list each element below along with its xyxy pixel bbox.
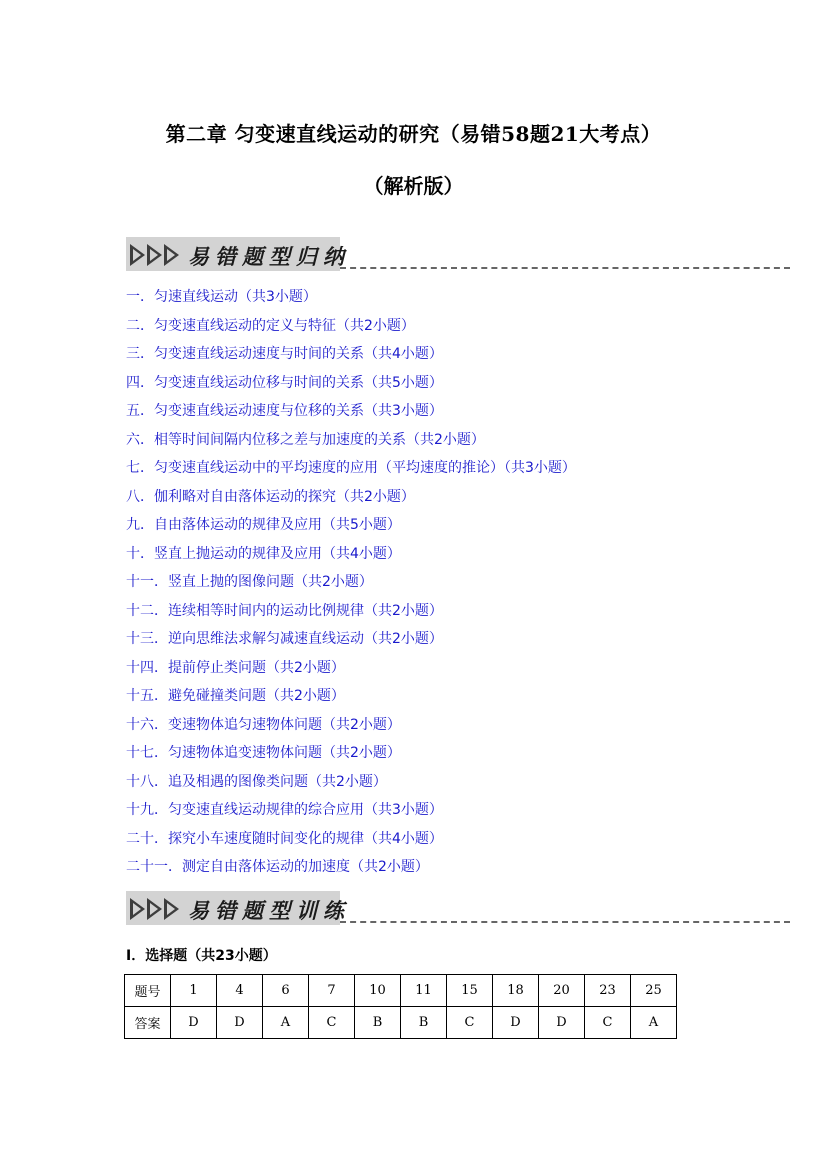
row-label-answer: 答案 [125, 1007, 171, 1039]
topic-link[interactable]: 十六．变速物体追匀速物体问题（共2小题） [126, 716, 401, 733]
answer-value: B [355, 1007, 401, 1039]
table-row-questions [125, 975, 677, 1007]
question-number: 1 [171, 975, 217, 1007]
answer-value: C [585, 1007, 631, 1039]
document-title: 第二章 匀变速直线运动的研究（易错58题21大考点） [165, 122, 662, 146]
question-number: 10 [355, 975, 401, 1007]
arrow-icon [147, 898, 162, 920]
answer-value: B [401, 1007, 447, 1039]
topic-link[interactable]: 五．匀变速直线运动速度与位移的关系（共3小题） [126, 403, 443, 419]
topic-link[interactable]: 十七．匀速物体追变速物体问题（共2小题） [126, 745, 401, 761]
topic-link[interactable]: 十九．匀变速直线运动规律的综合应用（共3小题） [126, 802, 443, 818]
answer-value: C [447, 1007, 493, 1039]
arrow-icon [130, 898, 145, 920]
arrow-icon [130, 244, 145, 266]
banner-summary-label: 易错题型归纳 [188, 245, 350, 269]
answer-value: D [217, 1007, 263, 1039]
question-number: 20 [539, 975, 585, 1007]
topic-link[interactable]: 九．自由落体运动的规律及应用（共5小题） [126, 517, 401, 533]
question-number: 23 [585, 975, 631, 1007]
banner-training [126, 891, 790, 927]
answer-value: D [539, 1007, 585, 1039]
question-number: 6 [263, 975, 309, 1007]
banner-summary [126, 237, 790, 273]
arrow-icon [164, 898, 179, 920]
answer-value: A [631, 1007, 677, 1039]
topic-link[interactable]: 七．匀变速直线运动中的平均速度的应用（平均速度的推论）（共3小题） [126, 460, 576, 476]
topic-link[interactable]: 二．匀变速直线运动的定义与特征（共2小题） [126, 317, 415, 334]
topic-link[interactable]: 十．竖直上抛运动的规律及应用（共4小题） [126, 545, 401, 562]
dashed-divider [340, 267, 790, 269]
document-subtitle: （解析版） [363, 174, 464, 198]
topic-link[interactable]: 二十．探究小车速度随时间变化的规律（共4小题） [126, 830, 443, 847]
topic-link[interactable]: 二十一．测定自由落体运动的加速度（共2小题） [126, 859, 429, 875]
answer-value: A [263, 1007, 309, 1039]
banner-training-label: 易错题型训练 [188, 899, 350, 923]
arrow-icon [147, 244, 162, 266]
topic-list [126, 283, 576, 882]
topic-link[interactable]: 一．匀速直线运动（共3小题） [126, 289, 317, 305]
question-number: 4 [217, 975, 263, 1007]
topic-link[interactable]: 十二．连续相等时间内的运动比例规律（共2小题） [126, 602, 443, 619]
answer-table [124, 974, 677, 1039]
dashed-divider [340, 921, 790, 923]
topic-link[interactable]: 十八．追及相遇的图像类问题（共2小题） [126, 773, 387, 790]
topic-link[interactable]: 六．相等时间间隔内位移之差与加速度的关系（共2小题） [126, 431, 485, 448]
table-row-answers [125, 1007, 677, 1039]
question-number: 15 [447, 975, 493, 1007]
topic-link[interactable]: 八．伽利略对自由落体运动的探究（共2小题） [126, 488, 415, 505]
answer-value: D [171, 1007, 217, 1039]
answer-value: C [309, 1007, 355, 1039]
topic-link[interactable]: 十五．避免碰撞类问题（共2小题） [126, 688, 345, 704]
question-number: 18 [493, 975, 539, 1007]
question-number: 7 [309, 975, 355, 1007]
row-label-question: 题号 [125, 975, 171, 1007]
topic-link[interactable]: 十一．竖直上抛的图像问题（共2小题） [126, 574, 373, 590]
section-heading: Ⅰ．选择题（共23小题） [126, 948, 277, 964]
arrow-icon [164, 244, 179, 266]
question-number: 11 [401, 975, 447, 1007]
question-number: 25 [631, 975, 677, 1007]
answer-value: D [493, 1007, 539, 1039]
topic-link[interactable]: 十三．逆向思维法求解匀减速直线运动（共2小题） [126, 631, 443, 647]
topic-link[interactable]: 四．匀变速直线运动位移与时间的关系（共5小题） [126, 374, 443, 391]
topic-link[interactable]: 三．匀变速直线运动速度与时间的关系（共4小题） [126, 346, 443, 362]
topic-link[interactable]: 十四．提前停止类问题（共2小题） [126, 659, 345, 676]
